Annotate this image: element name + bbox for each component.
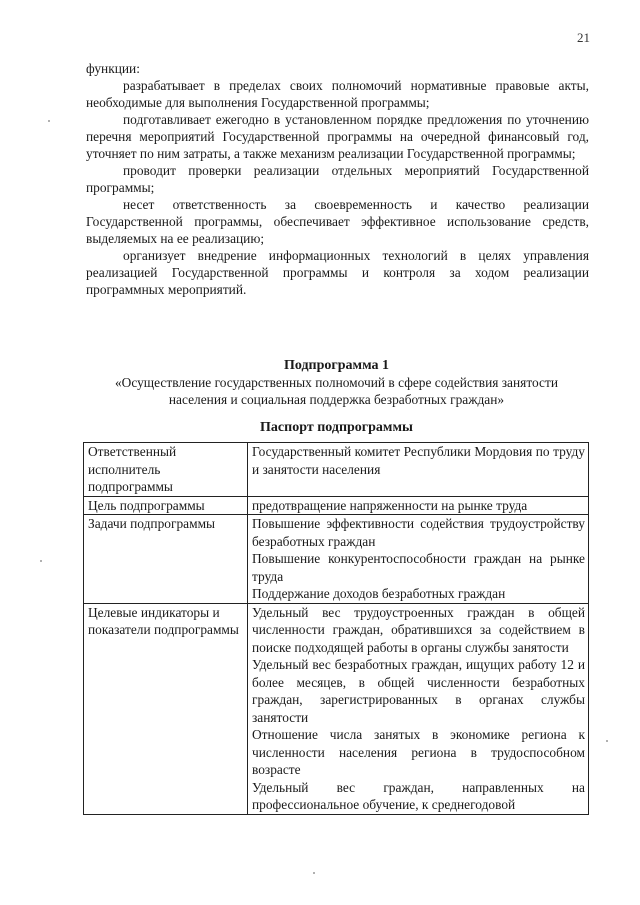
paragraph-inspects: проводит проверки реализации отдельных мероприятий Государственной программы; [86, 163, 589, 195]
row-value [248, 603, 589, 814]
subprogram-name-line2: населения и социальная поддержка безработных граждан» [168, 392, 505, 407]
row-value-item: Государственный комитет Республики Мордовия по труду и занятости населения [252, 444, 585, 477]
passport-table [83, 442, 589, 815]
passport-title: Паспорт подпрограммы [260, 420, 413, 435]
paragraph-intro: функции: [86, 61, 140, 76]
scan-speck [606, 740, 608, 742]
row-label: Целевые индикаторы и показатели подпрограммы [84, 603, 248, 814]
subprogram-title [80, 357, 593, 408]
paragraph-organizes: организует внедрение информационных технологий в целях управления реализацией Государственной программы и контроля за ходом реализации программных мероприятий. [86, 248, 589, 297]
table-row [84, 603, 589, 814]
scan-speck [48, 120, 50, 122]
row-value-item: Удельный вес граждан, направленных на профессиональное обучение, к среднегодовой [252, 779, 585, 812]
table-row [84, 443, 589, 497]
row-value-item: Повышение эффективности содействия трудоустройству безработных граждан [252, 516, 585, 549]
table-row [84, 515, 589, 604]
paragraph-responsible: несет ответственность за своевременность и качество реализации Государственной программы, обеспечивает эффективное использование средств, выделяемых на ее реализацию; [86, 197, 589, 246]
row-label: Цель подпрограммы [84, 496, 248, 515]
row-value [248, 443, 589, 497]
scan-speck [313, 872, 315, 874]
subprogram-name-line1: «Осуществление государственных полномочий в сфере содействия занятости [114, 375, 558, 390]
row-value-item: Удельный вес трудоустроенных граждан в общей численности граждан, обратившихся за содействием в поиске подходящей работы в органы службы занятости [252, 604, 585, 655]
row-value-item: Поддержание доходов безработных граждан [252, 586, 506, 601]
row-label: Задачи подпрограммы [84, 515, 248, 604]
row-value [248, 496, 589, 515]
row-value-item: Удельный вес безработных граждан, ищущих работу 12 и более месяцев, в общей численности безработных граждан, зарегистрированных в органах службы занятости [252, 657, 585, 725]
page-number: 21 [577, 30, 590, 45]
row-value [248, 515, 589, 604]
row-value-item: Отношение числа занятых в экономике региона к численности населения региона в трудоспособном возрасте [252, 727, 585, 777]
row-value-item: Повышение конкурентоспособности граждан на рынке труда [252, 551, 585, 584]
row-value-item: предотвращение напряженности на рынке труда [252, 497, 528, 513]
body-text [86, 60, 589, 298]
row-label: Ответственный исполнитель подпрограммы [84, 443, 248, 497]
paragraph-prepares: подготавливает ежегодно в установленном порядке предложения по уточнению перечня мероприятий Государственной программы на очередной финансовый год, уточняет по ним затраты, а также механизм реализации Государственной программы; [86, 112, 589, 161]
subprogram-heading: Подпрограмма 1 [283, 358, 390, 373]
paragraph-develops: разрабатывает в пределах своих полномочий нормативные правовые акты, необходимые для выполнения Государственной программы; [86, 78, 589, 110]
scan-speck [40, 560, 42, 562]
table-row [84, 496, 589, 515]
